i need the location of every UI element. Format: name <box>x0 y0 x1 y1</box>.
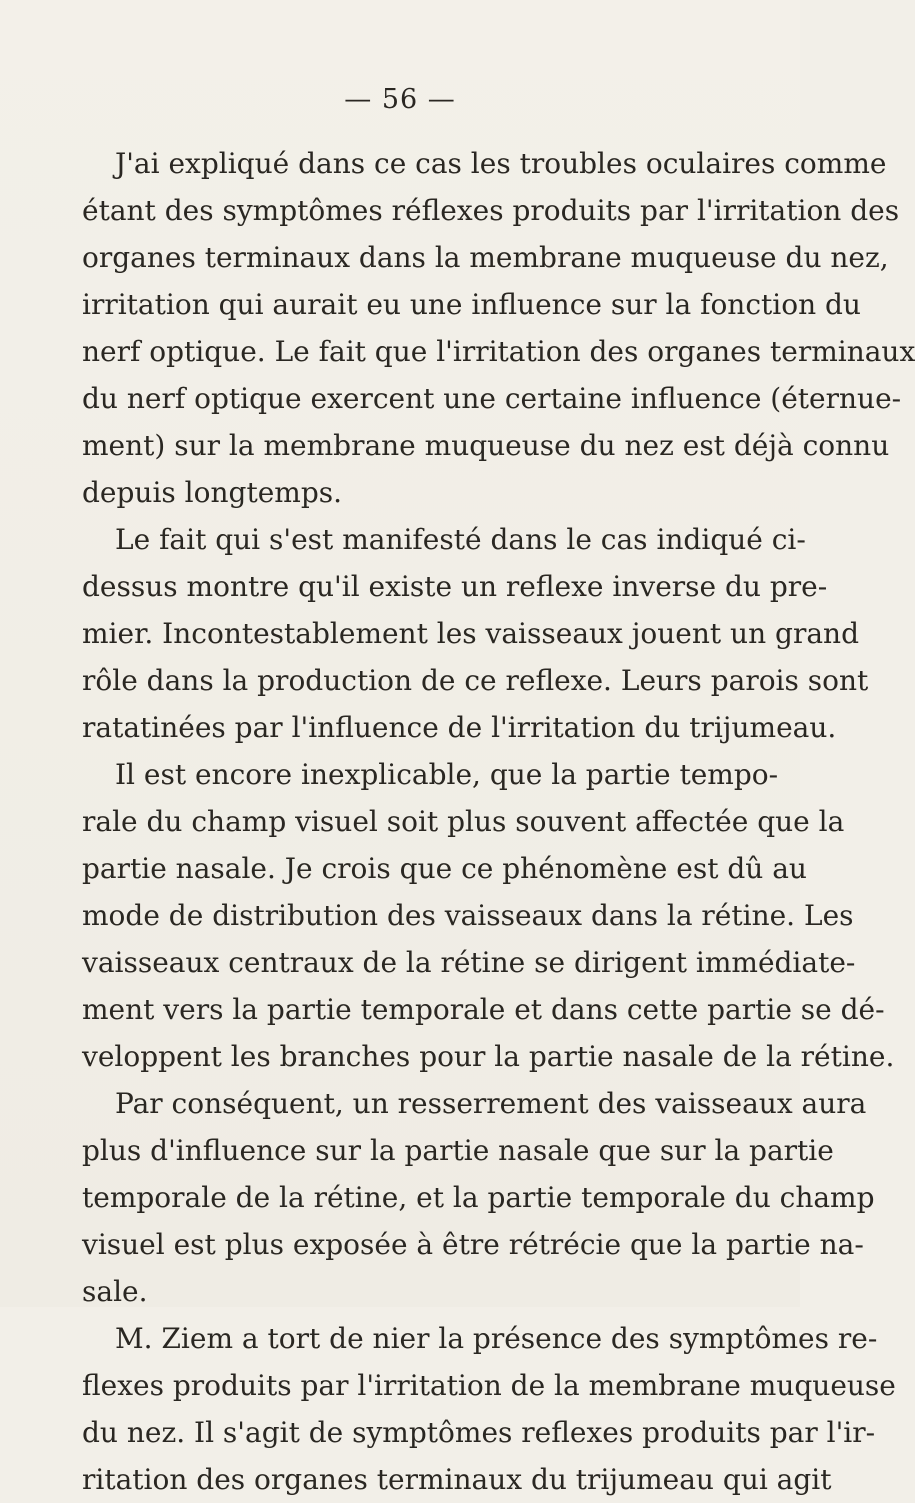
text-line: plus d'influence sur la partie nasale que sur la partie <box>82 1134 834 1167</box>
text-line: visuel est plus exposée à être rétrécie que la partie na- <box>82 1228 864 1261</box>
text-line: ment) sur la membrane muqueuse du nez est déjà connu <box>82 429 890 462</box>
text-line: M. Ziem a tort de nier la présence des symptômes re- <box>115 1322 878 1355</box>
text-line: ment vers la partie temporale et dans cette partie se dé- <box>82 993 885 1026</box>
text-line: flexes produits par l'irritation de la membrane muqueuse <box>82 1369 896 1402</box>
text-line: du nerf optique exercent une certaine influence (éternue- <box>82 382 902 415</box>
text-line: rale du champ visuel soit plus souvent affectée que la <box>82 805 845 838</box>
body-text <box>82 140 915 1503</box>
text-line: depuis longtemps. <box>82 476 343 509</box>
text-line: partie nasale. Je crois que ce phénomène est dû au <box>82 852 807 885</box>
text-line: ratatinées par l'influence de l'irritation du trijumeau. <box>82 711 837 744</box>
text-line: sale. <box>82 1275 148 1308</box>
text-line: Par conséquent, un resserrement des vaisseaux aura <box>115 1087 867 1120</box>
text-line: dessus montre qu'il existe un reflexe inverse du pre- <box>82 570 828 603</box>
text-line: irritation qui aurait eu une influence sur la fonction du <box>82 288 861 321</box>
text-line: temporale de la rétine, et la partie temporale du champ <box>82 1181 875 1214</box>
text-line: organes terminaux dans la membrane muqueuse du nez, <box>82 241 889 274</box>
text-line: Il est encore inexplicable, que la partie tempo- <box>115 758 779 791</box>
text-line: étant des symptômes réflexes produits par l'irritation des <box>82 194 900 227</box>
text-line: mier. Incontestablement les vaisseaux jouent un grand <box>82 617 859 650</box>
text-line: mode de distribution des vaisseaux dans la rétine. Les <box>82 899 854 932</box>
text-line: nerf optique. Le fait que l'irritation des organes terminaux <box>82 335 915 368</box>
text-line: veloppent les branches pour la partie nasale de la rétine. <box>82 1040 895 1073</box>
text-line: ritation des organes terminaux du trijumeau qui agit <box>82 1463 832 1496</box>
text-line: J'ai expliqué dans ce cas les troubles oculaires comme <box>115 147 887 180</box>
text-line: rôle dans la production de ce reflexe. Leurs parois sont <box>82 664 869 697</box>
text-line: vaisseaux centraux de la rétine se dirigent immédiate- <box>82 946 856 979</box>
text-line: du nez. Il s'agit de symptômes reflexes produits par l'ir- <box>82 1416 876 1449</box>
text-line: Le fait qui s'est manifesté dans le cas indiqué ci- <box>115 523 806 556</box>
page-number: — 56 — <box>344 84 456 115</box>
